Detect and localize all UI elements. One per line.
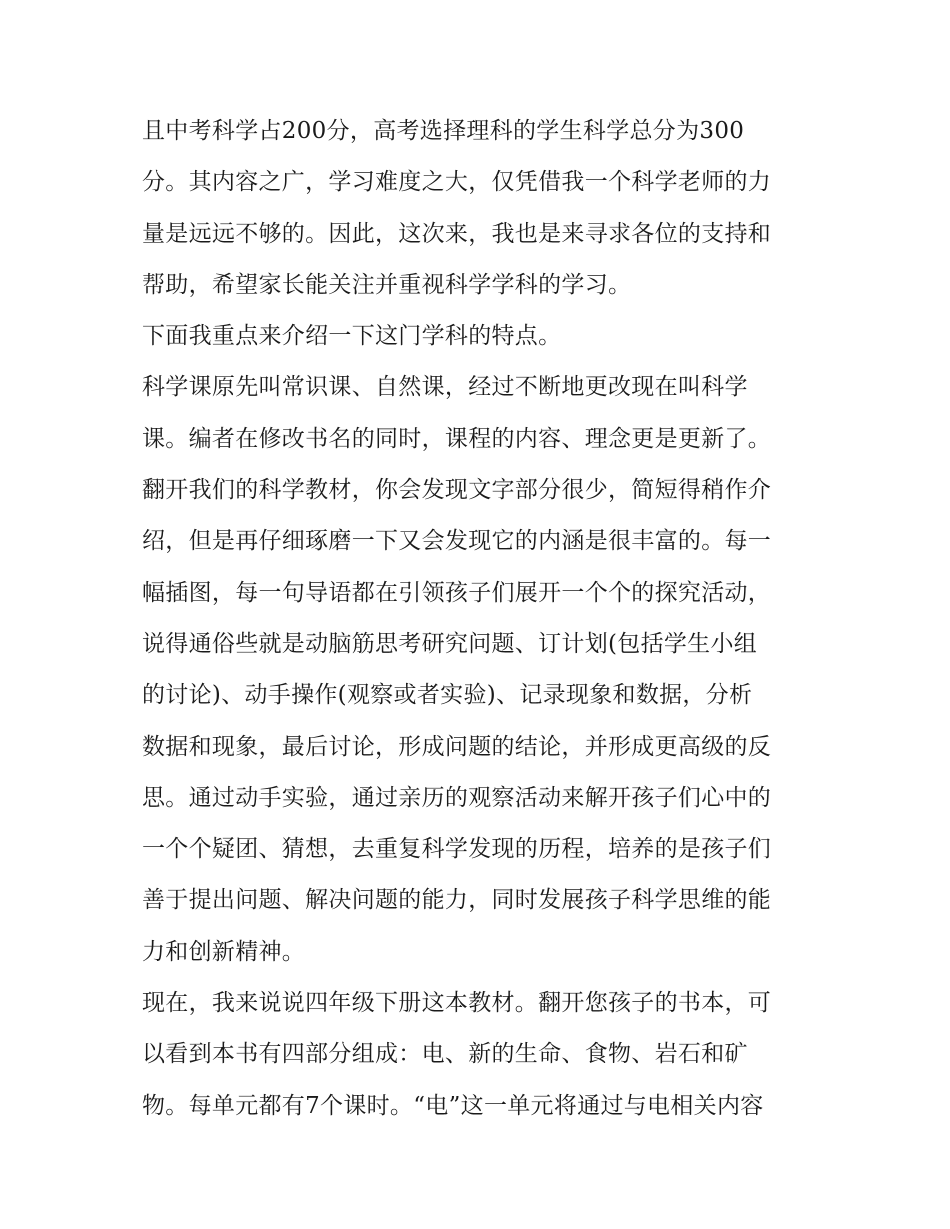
text-line: 数据和现象，最后讨论，形成问题的结论，并形成更高级的反 [142, 733, 772, 760]
text-line: 的讨论)、动手操作(观察或者实验)、记录现象和数据，分析 [142, 682, 753, 709]
body-text [142, 112, 818, 1138]
text-line: 量是远远不够的。因此，这次来，我也是来寻求各位的支持和 [142, 220, 772, 247]
text-line: 绍，但是再仔细琢磨一下又会发现它的内涵是很丰富的。每一 [142, 528, 772, 555]
text-line: 说得通俗些就是动脑筋思考研究问题、订计划(包括学生小组 [142, 630, 758, 657]
text-line: 科学课原先叫常识课、自然课，经过不断地更改现在叫科学 [142, 374, 748, 401]
text-line: 思。通过动手实验，通过亲历的观察活动来解开孩子们心中的 [142, 784, 772, 811]
text-line: 善于提出问题、解决问题的能力，同时发展孩子科学思维的能 [142, 887, 772, 914]
text-line: 分。其内容之广，学习难度之大，仅凭借我一个科学老师的力 [142, 169, 772, 196]
text-line: 幅插图，每一句导语都在引领孩子们展开一个个的探究活动， [142, 579, 772, 606]
text-line: 课。编者在修改书名的同时，课程的内容、理念更是更新了。 [142, 425, 772, 452]
text-line: 下面我重点来介绍一下这门学科的特点。 [142, 323, 562, 350]
text-line: 帮助，希望家长能关注并重视科学学科的学习。 [142, 271, 632, 298]
text-line: 物。每单元都有7个课时。“电”这一单元将通过与电相关内容 [142, 1092, 764, 1119]
text-line: 以看到本书有四部分组成：电、新的生命、食物、岩石和矿 [142, 1041, 748, 1068]
text-line: 力和创新精神。 [142, 938, 306, 965]
text-line: 现在，我来说说四年级下册这本教材。翻开您孩子的书本，可 [142, 990, 772, 1017]
text-line: 一个个疑团、猜想，去重复科学发现的历程，培养的是孩子们 [142, 836, 772, 863]
text-line: 翻开我们的科学教材，你会发现文字部分很少，简短得稍作介 [142, 477, 772, 504]
text-line: 且中考科学占200分，高考选择理科的学生科学总分为300 [142, 118, 745, 144]
